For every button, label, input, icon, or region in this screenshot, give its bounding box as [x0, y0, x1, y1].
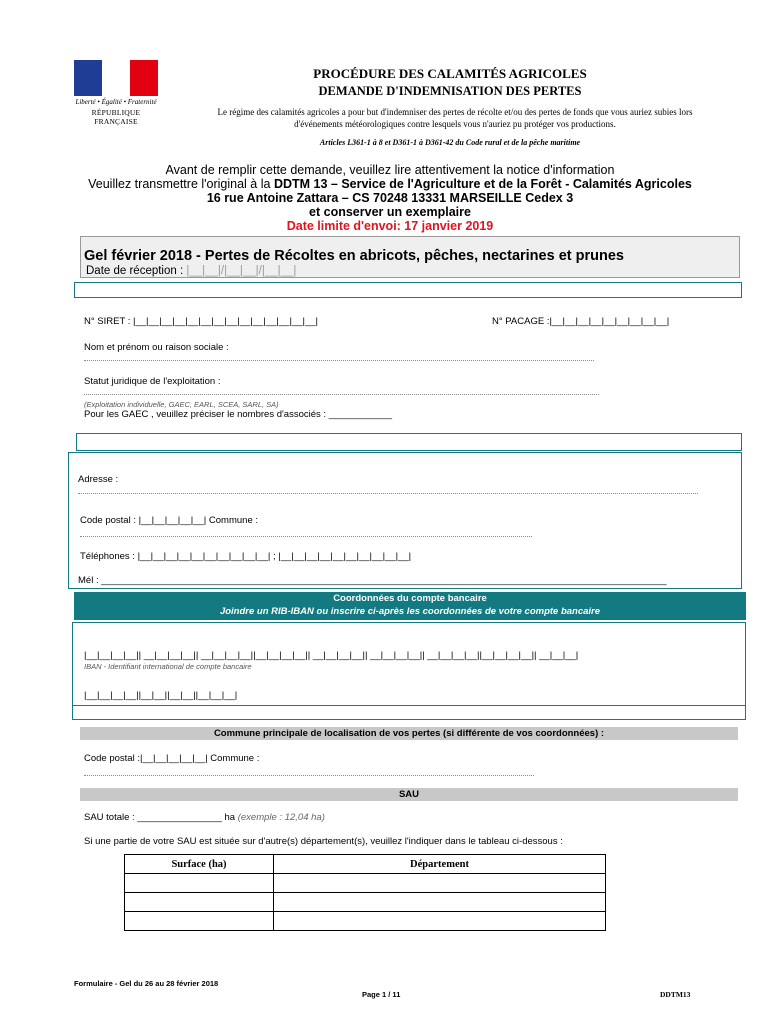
intro-text: Le régime des calamités agricoles a pour but d'indemniser des pertes de récolte et/ou des pertes de fonds que vous auriez subies lors d'événements météorologiques contre lesquels vous n'auriez pu protéger vos productions. [217, 107, 693, 129]
iban-field[interactable]: |__|__|__|__|| __|__|__|__|| __|__|__|__||__|__|__|__|| __|__|__|__|| __|__|__|__|| __|__|__|__||__|__|__|__|| __|__|__| [84, 650, 579, 661]
sau-total-example: (exemple : 12,04 ha) [237, 812, 325, 823]
legal-articles: Articles L361-1 à 8 et D361-1 à D361-42 du Code rural et de la pêche maritime [319, 138, 581, 147]
name-input-line[interactable] [84, 360, 594, 361]
logo-motto: Liberté • Égalité • Fraternité [75, 98, 157, 106]
sau-departments-table [124, 854, 606, 931]
section-spacer [74, 282, 742, 298]
form-subtitle: DEMANDE D'INDEMNISATION DES PERTES [318, 84, 582, 98]
footer-form-name: Formulaire - Gel du 26 au 28 février 2018 [74, 979, 219, 988]
sau-total-field[interactable]: SAU totale : ________________ ha (exemple : 12,04 ha) [84, 812, 325, 823]
table-row[interactable] [125, 912, 606, 931]
status-label: Statut juridique de l'exploitation : [84, 376, 221, 387]
name-label: Nom et prénom ou raison sociale : [84, 342, 229, 353]
iban-hint: IBAN - Identifiant international de compte bancaire [84, 662, 252, 671]
phones-field[interactable]: Téléphones : |__|__|__|__|__|__|__|__|__|__| ; |__|__|__|__|__|__|__|__|__|__| [80, 551, 412, 562]
footer-ddtm: DDTM13 [660, 990, 691, 999]
bic-field[interactable]: |__|__|__|__||__|__||__|__||__|__|__| [84, 690, 238, 701]
status-hint: (Exploitation individuelle, GAEC, EARL, SCEA, SARL, SA) [84, 400, 279, 409]
losses-commune-input-line[interactable] [84, 775, 534, 776]
notice-block [40, 163, 740, 233]
address-label: Adresse : [78, 474, 119, 485]
address-input-line[interactable] [78, 493, 698, 494]
gel-title: Gel février 2018 - Pertes de Récoltes en abricots, pêches, nectarines et prunes [84, 248, 624, 264]
col-departement: Département [274, 855, 606, 874]
table-row[interactable] [125, 893, 606, 912]
notice-line: Avant de remplir cette demande, veuillez lire attentivement la notice d'information [165, 163, 615, 177]
bank-banner [74, 592, 746, 620]
notice-address: 16 rue Antoine Zattara – CS 70248 13331 MARSEILLE Cedex 3 [206, 191, 574, 205]
table-row[interactable] [125, 874, 606, 893]
form-title: PROCÉDURE DES CALAMITÉS AGRICOLES [313, 66, 587, 81]
table-header-row [125, 855, 606, 874]
status-input-line[interactable] [84, 394, 599, 395]
sau-title: SAU [80, 788, 738, 801]
deadline: Date limite d'envoi: 17 janvier 2019 [286, 219, 494, 233]
section-spacer [72, 705, 746, 720]
notice-line: Veuillez transmettre l'original à la DDTM 13 – Service de l'Agriculture et de la Forêt - Calamités Agricoles [88, 177, 692, 191]
pacage-field[interactable]: N° PACAGE :|__|__|__|__|__|__|__|__|__| [492, 316, 670, 327]
losses-postal-field[interactable]: Code postal :|__|__|__|__|__| Commune : [84, 753, 260, 764]
logo-republic: RÉPUBLIQUE FRANÇAISE [91, 108, 141, 126]
marianne-logo [74, 60, 158, 96]
notice-keep-copy: et conserver un exemplaire [309, 205, 471, 219]
losses-location-title: Commune principale de localisation de vos pertes (si différente de vos coordonnées) : [80, 727, 738, 740]
commune-input-line[interactable] [80, 536, 532, 537]
col-surface: Surface (ha) [125, 855, 274, 874]
footer-page: Page 1 / 11 [362, 990, 401, 999]
postal-commune-field[interactable]: Code postal : |__|__|__|__|__| Commune : [80, 515, 258, 526]
bank-title: Coordonnées du compte bancaire [333, 593, 487, 604]
siret-field[interactable]: N° SIRET : |__|__|__|__|__|__|__|__|__|__|__|__|__|__| [84, 316, 318, 327]
section-spacer [76, 433, 742, 451]
gaec-associates-field[interactable]: Pour les GAEC , veuillez préciser le nombres d'associés : ____________ [84, 409, 393, 420]
sau-other-label: Si une partie de votre SAU est située sur d'autre(s) département(s), veuillez l'indiquer dans le tableau ci-dessous : [84, 836, 563, 847]
email-field[interactable]: Mél : ___________________________________________________________________________________________________________ [78, 575, 667, 586]
bank-subtitle: Joindre un RIB-IBAN ou inscrire ci-après les coordonnées de votre compte bancaire [219, 606, 601, 617]
reception-date: Date de réception : |__|__|/|__|__|/|__|__| [86, 265, 297, 277]
